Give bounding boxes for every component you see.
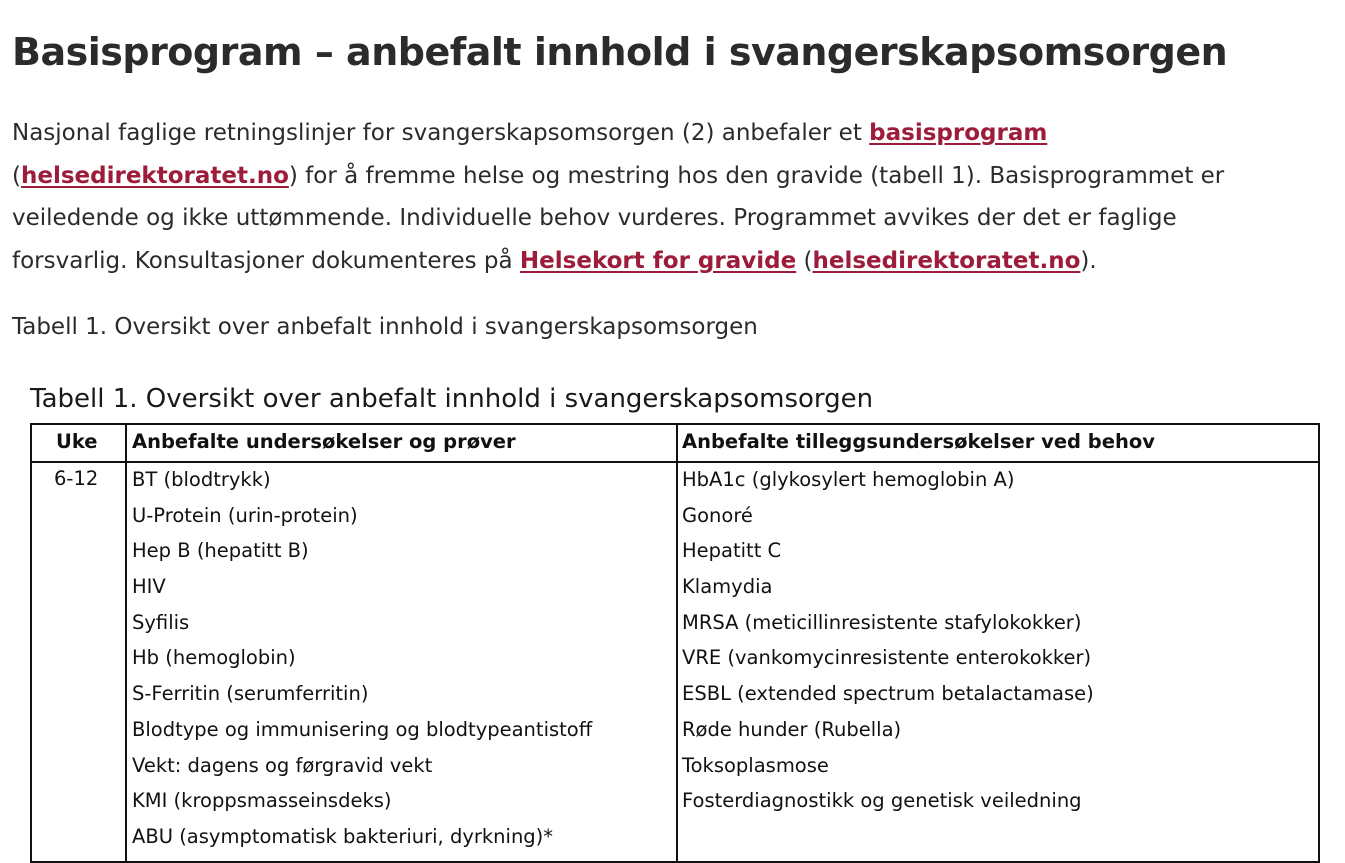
- intro-text: ).: [1080, 247, 1097, 274]
- additional-list: [682, 467, 1094, 824]
- intro-line-4: [12, 240, 1332, 283]
- basisprogram-link[interactable]: basisprogram: [869, 120, 1048, 146]
- intro-text: (: [796, 247, 813, 274]
- recommendations-table: [30, 423, 1320, 863]
- list-item: Vekt: dagens og førgravid vekt: [132, 753, 433, 777]
- intro-text: Nasjonal faglige retningslinjer for svangerskapsomsorgen (2) anbefaler et: [12, 120, 870, 146]
- intro-paragraph: [12, 112, 1332, 282]
- helsedirektoratet-link-2[interactable]: helsedirektoratet.no: [812, 247, 1081, 274]
- cell-uke: 6-12: [54, 467, 99, 490]
- helsedirektoratet-link-1[interactable]: helsedirektoratet.no: [20, 162, 289, 189]
- list-item: HbA1c (glykosylert hemoglobin A): [682, 468, 1015, 491]
- list-item: ABU (asymptomatisk bakteriuri, dyrkning)*: [132, 824, 554, 848]
- list-item: Hep B (hepatitt B): [132, 539, 309, 563]
- list-item: VRE (vankomycinresistente enterokokker): [682, 646, 1092, 670]
- recommended-list: [132, 467, 592, 860]
- column-divider: [125, 425, 127, 861]
- list-item: ESBL (extended spectrum betalactamase): [682, 682, 1094, 706]
- intro-line-2: [12, 155, 1332, 198]
- intro-text: ) for å fremme helse og mestring hos den gravide (tabell 1). Basisprogrammet er: [288, 162, 1225, 189]
- helsekort-link[interactable]: Helsekort for gravide: [519, 247, 797, 274]
- list-item: MRSA (meticillinresistente stafylokokker): [682, 610, 1082, 634]
- list-item: KMI (kroppsmasseinsdeks): [132, 789, 392, 813]
- list-item: Syfilis: [132, 610, 190, 634]
- list-item: Fosterdiagnostikk og genetisk veiledning: [682, 789, 1082, 813]
- intro-text: forsvarlig. Konsultasjoner dokumenteres på: [12, 247, 520, 274]
- header-uke: Uke: [56, 430, 98, 453]
- list-item: Klamydia: [682, 575, 773, 599]
- header-recommended: Anbefalte undersøkelser og prøver: [132, 430, 516, 453]
- intro-line-1: [12, 112, 1332, 155]
- list-item: Hepatitt C: [682, 539, 782, 563]
- table-image-caption: Tabell 1. Oversikt over anbefalt innhold i svangerskapsomsorgen: [30, 384, 874, 414]
- intro-text: (: [12, 162, 21, 189]
- intro-line-3: veiledende og ikke uttømmende. Individuelle behov vurderes. Programmet avvikes der det er faglige: [12, 205, 1177, 231]
- table-caption-text: Tabell 1. Oversikt over anbefalt innhold i svangerskapsomsorgen: [12, 314, 758, 340]
- list-item: Røde hunder (Rubella): [682, 717, 902, 741]
- list-item: HIV: [132, 575, 166, 599]
- list-item: BT (blodtrykk): [132, 468, 271, 491]
- list-item: Gonoré: [682, 503, 753, 527]
- header-additional: Anbefalte tilleggsundersøkelser ved behov: [682, 430, 1155, 453]
- list-item: Toksoplasmose: [682, 753, 829, 777]
- list-item: Hb (hemoglobin): [132, 646, 296, 670]
- page-title: Basisprogram – anbefalt innhold i svangerskapsomsorgen: [12, 30, 1228, 74]
- list-item: Blodtype og immunisering og blodtypeantistoff: [132, 717, 593, 741]
- list-item: S-Ferritin (serumferritin): [132, 682, 369, 706]
- column-divider: [676, 425, 678, 861]
- list-item: U-Protein (urin-protein): [132, 503, 358, 527]
- header-divider: [32, 461, 1318, 463]
